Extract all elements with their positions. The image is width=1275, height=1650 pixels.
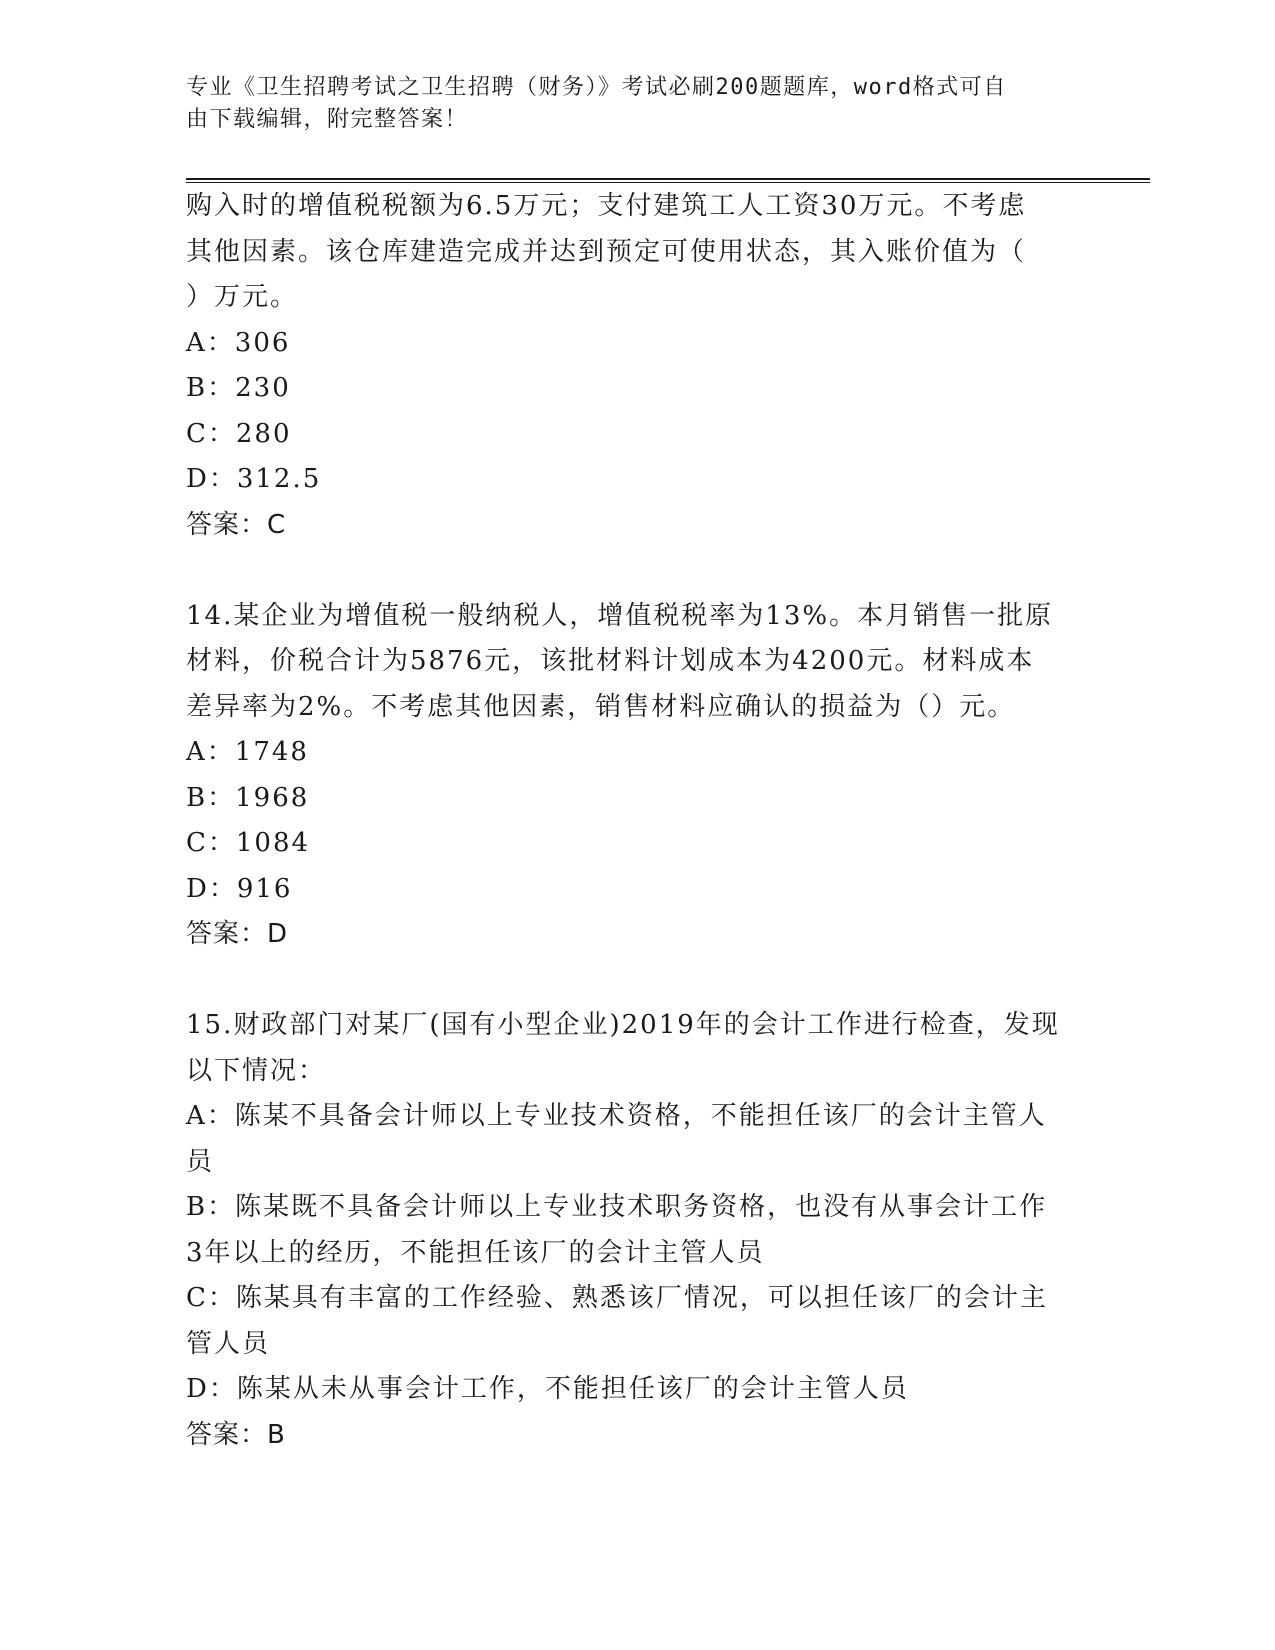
header-line: 专业《卫生招聘考试之卫生招聘（财务）》考试必刷200题题库，word格式可自	[186, 75, 1007, 100]
document-header	[186, 72, 1066, 136]
question-stem-line: 其他因素。该仓库建造完成并达到预定可使用状态，其入账价值为（	[186, 236, 1027, 267]
question-stem-line: 14.某企业为增值税一般纳税人，增值税税率为13%。本月销售一批原	[186, 600, 1054, 631]
option-a: A：306	[186, 327, 291, 358]
option-b: B：230	[186, 373, 291, 403]
option-a: A：1748	[186, 737, 309, 767]
answer-line: 答案：C	[186, 509, 287, 540]
question-stem-line: 以下情况：	[186, 1055, 327, 1086]
answer-line: 答案：D	[186, 919, 289, 949]
question-block	[186, 1003, 1066, 1458]
question-stem-line: 差异率为2%。不考虑其他因素，销售材料应确认的损益为（）元。	[186, 691, 1016, 722]
header-divider	[186, 178, 1150, 183]
option-b: B：1968	[186, 782, 310, 813]
option-a: A：陈某不具备会计师以上专业技术资格，不能担任该厂的会计主管人	[186, 1101, 1047, 1131]
option-c: C：陈某具有丰富的工作经验、熟悉该厂情况，可以担任该厂的会计主	[186, 1283, 1048, 1313]
question-stem-line: ）万元。	[186, 282, 299, 312]
option-b-continued: 3年以上的经历，不能担任该厂的会计主管人员	[186, 1237, 765, 1268]
option-c-continued: 管人员	[186, 1328, 271, 1359]
question-block	[186, 184, 1066, 548]
option-b: B：陈某既不具备会计师以上专业技术职务资格，也没有从事会计工作	[186, 1192, 1048, 1222]
answer-line: 答案：B	[186, 1419, 286, 1450]
option-d: D：陈某从未从事会计工作，不能担任该厂的会计主管人员	[186, 1374, 909, 1404]
spacer	[186, 958, 1066, 1004]
question-stem-line: 材料，价税合计为5876元，该批材料计划成本为4200元。材料成本	[186, 646, 1035, 676]
option-a-continued: 员	[186, 1146, 215, 1177]
question-block	[186, 594, 1066, 958]
question-stem-line: 购入时的增值税税额为6.5万元；支付建筑工人工资30万元。不考虑	[186, 191, 1027, 221]
option-d: D：312.5	[186, 464, 322, 494]
header-line: 由下载编辑，附完整答案！	[186, 107, 469, 132]
option-c: C：1084	[186, 828, 311, 858]
question-stem-line: 15.财政部门对某厂(国有小型企业)2019年的会计工作进行检查，发现	[186, 1010, 1060, 1040]
question-list	[186, 184, 1066, 1458]
option-d: D：916	[186, 873, 293, 904]
spacer	[186, 548, 1066, 594]
option-c: C：280	[186, 418, 292, 449]
